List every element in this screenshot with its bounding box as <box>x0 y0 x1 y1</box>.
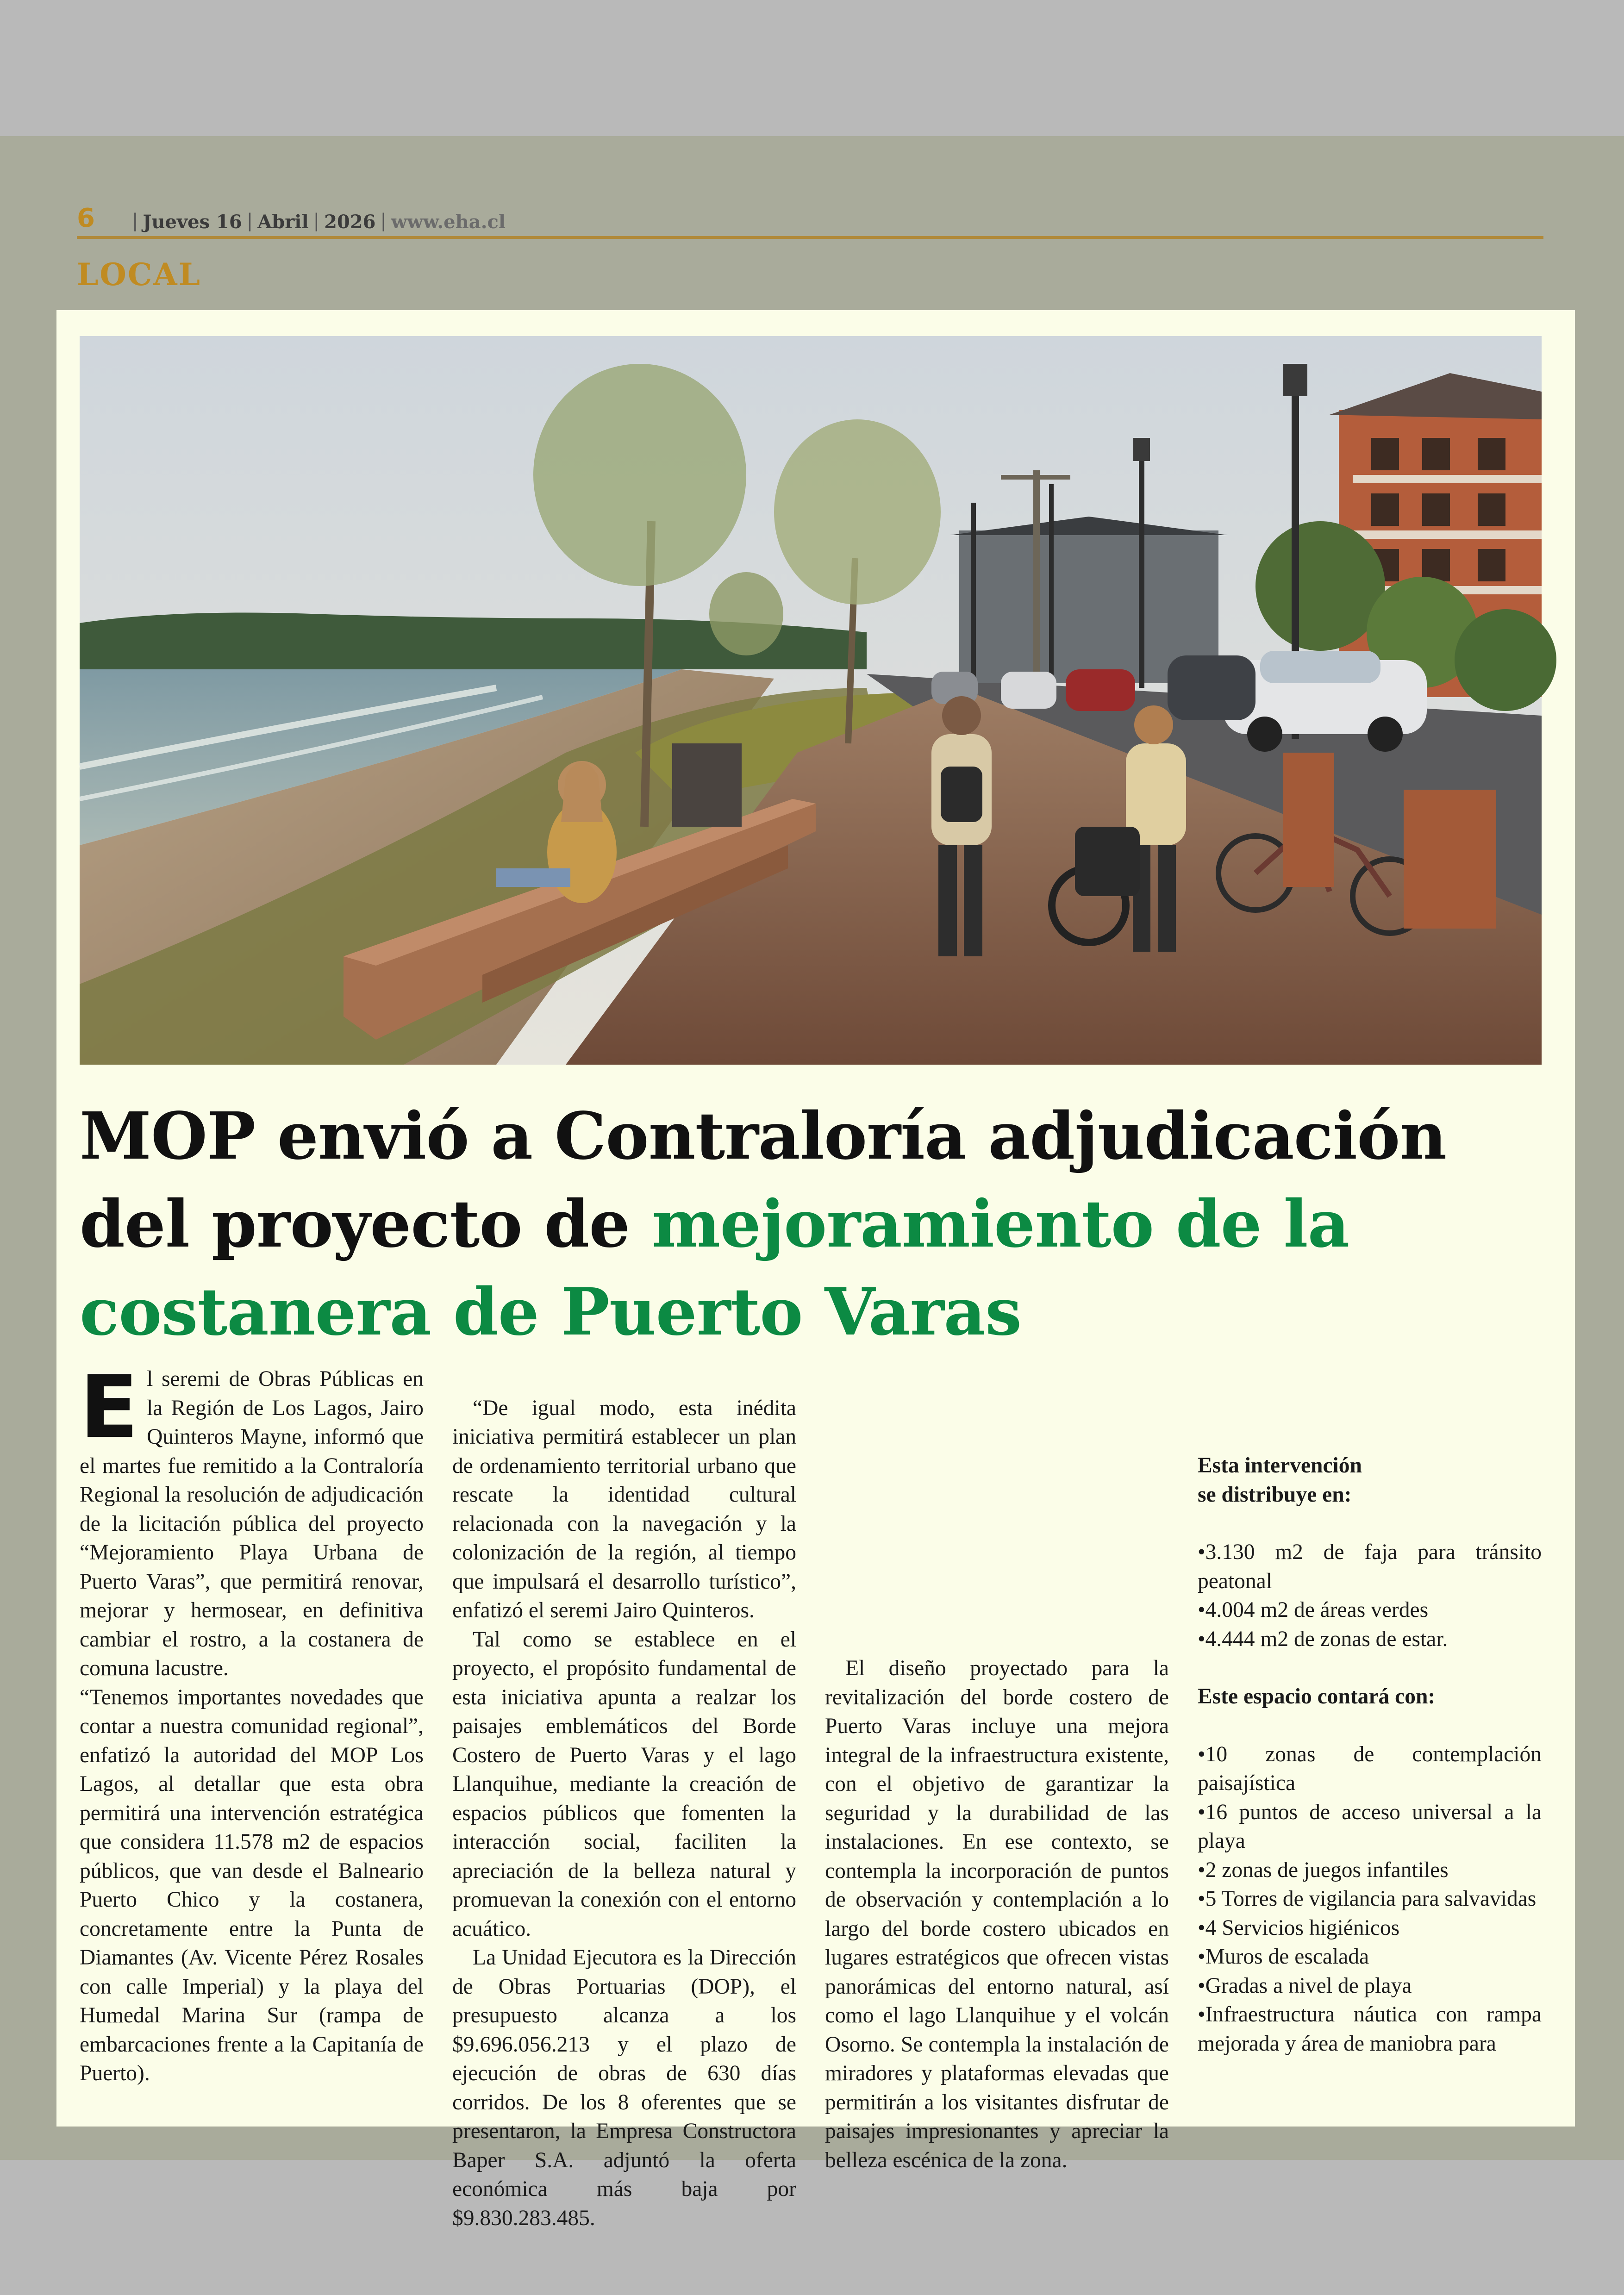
list-item: •Infraestructura náutica con rampa mejorada y área de maniobra para <box>1198 2002 1542 2056</box>
header-month: Abril <box>257 211 309 233</box>
paragraph-6: El diseño proyectado para la revitalización del borde costero de Puerto Varas incluye una mejora integral de la infraestructura existente, con el objetivo de garantizar la seguridad y la durabilidad de las instalaciones. En ese contexto, se contempla la incorporación de puntos de observación y contemplación a lo largo del borde costero ubicados en lugares estratégicos que ofrecen vistas panorámicas del entorno natural, así como el lago Llanquihue y el volcán Osorno. Se contempla la instalación de miradores y plataformas elevadas que permitirán a los visitantes disfrutar de paisajes impresionantes y apreciar la belleza escénica de la zona. <box>825 1656 1169 2172</box>
paragraph-3: “De igual modo, esta inédita iniciativa permitirá establecer un plan de ordenamiento territorial urbano que rescate la identidad cultural relacionada con la navegación y la colonización de la región, al tiempo que impulsará el desarrollo turístico”, enfatizó el seremi Jairo Quinteros. <box>452 1396 796 1622</box>
list-item: •Muros de escalada <box>1198 1945 1369 1969</box>
subhead-distribution: Esta intervención se distribuye en: <box>1198 1453 1362 1507</box>
list-item: •Gradas a nivel de playa <box>1198 1973 1412 1998</box>
list-item: •4.444 m2 de zonas de estar. <box>1198 1627 1448 1651</box>
column-4 <box>1198 1365 1542 2124</box>
column-2 <box>452 1365 796 2230</box>
list-item: •2 zonas de juegos infantiles <box>1198 1858 1449 1882</box>
header-day: Jueves 16 <box>143 211 242 233</box>
waterfront-photo <box>80 336 1542 1065</box>
column-1 <box>80 1357 424 2124</box>
headline-black: MOP envió a Contraloría adjudicación del proyecto de <box>80 1098 1447 1262</box>
list-item: •4.004 m2 de áreas verdes <box>1198 1598 1429 1622</box>
paragraph-4: Tal como se establece en el proyecto, el propósito fundamental de esta iniciativa apunta a realzar los paisajes emblemáticos del Borde Costero de Puerto Varas y el lago Llanquihue, mediante la creación de espacios públicos que fomenten la interacción social, faciliten la apreciación de la belleza natural y promuevan la conexión con el entorno acuático. <box>452 1627 796 1941</box>
paragraph-5: La Unidad Ejecutora es la Dirección de Obras Portuarias (DOP), el presupuesto alcanza a los $9.696.056.213 y el plazo de ejecución de obras de 630 días corridos. De los 8 oferentes que se presentaron, la Empresa Constructora Baper S.A. adjuntó la oferta económica más baja por $9.830.283.485. <box>452 1946 796 2230</box>
list-item: •3.130 m2 de faja para tránsito peatonal <box>1198 1540 1542 1593</box>
features-list <box>1198 1740 1542 2058</box>
paragraph-1: El seremi de Obras Públicas en la Región de Los Lagos, Jairo Quinteros Mayne, informó que el martes fue remitido a la Contraloría Regional la resolución de adjudicación de la licitación pública del proyecto “Mejoramiento Playa Urbana de Puerto Varas”, que permitirá renovar, mejorar y hermosear, en definitiva cambiar el rostro, a la costanera de comuna lacustre. <box>80 1357 424 1680</box>
drop-cap: E <box>80 1357 139 1457</box>
section-label: LOCAL <box>77 256 202 293</box>
headline <box>80 1092 1552 1356</box>
paragraph-2: “Tenemos importantes novedades que contar a nuestra comunidad regional”, enfatizó la autoridad del MOP Los Lagos, al detallar que esta obra permitirá una intervención estratégica que considera 11.578 m2 de espacios públicos, que van desde el Balneario Puerto Chico y la costanera, concretamente entre la Punta de Diamantes (Av. Vicente Pérez Rosales con calle Imperial) y la playa del Humedal Marina Sur (rampa de embarcaciones frente a la Capitanía de Puerto). <box>80 1685 424 2085</box>
distribution-list <box>1198 1538 1542 1653</box>
page-header: 6 | Jueves 16 | Abril | 2026 | www.eha.cl <box>77 196 1543 239</box>
header-website: www.eha.cl <box>391 211 506 233</box>
list-item: •10 zonas de contemplación paisajística <box>1198 1742 1542 1795</box>
article <box>56 310 1575 2230</box>
list-item: •5 Torres de vigilancia para salvavidas <box>1198 1887 1537 1911</box>
column-3 <box>825 1365 1169 2172</box>
article-body <box>80 1357 1542 2230</box>
headline-green: mejoramiento de la costanera de Puerto Varas <box>80 1186 1349 1350</box>
list-item: •16 puntos de acceso universal a la playa <box>1198 1800 1542 1853</box>
subhead-features: Este espacio contará con: <box>1198 1684 1436 1709</box>
page-number: 6 <box>77 203 95 233</box>
header-year: 2026 <box>324 211 376 233</box>
list-item: •4 Servicios higiénicos <box>1198 1915 1400 1940</box>
